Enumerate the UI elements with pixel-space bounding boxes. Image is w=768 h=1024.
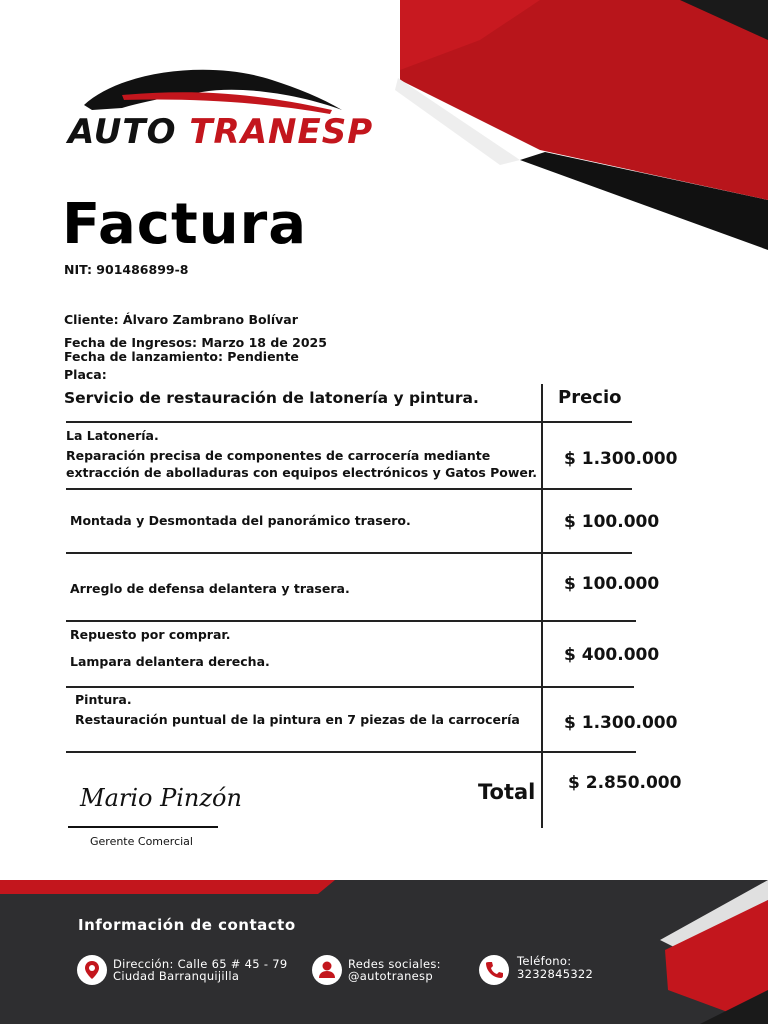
row-5-price: $ 1.300.000 xyxy=(564,713,678,733)
table-row-divider xyxy=(66,552,632,554)
signature-line xyxy=(68,826,218,828)
row-3-desc: Arreglo de defensa delantera y trasera. xyxy=(70,581,350,596)
client-name: Cliente: Álvaro Zambrano Bolívar xyxy=(64,312,298,327)
phone-icon xyxy=(479,955,509,985)
company-logo-text: AUTO TRANESP xyxy=(68,112,374,152)
social-handle: @autotranesp xyxy=(348,969,433,983)
table-column-divider xyxy=(541,384,543,828)
address-line2: Ciudad Barranquijilla xyxy=(113,969,240,983)
contact-title: Información de contacto xyxy=(78,916,296,934)
row-1-desc-line2: extracción de abolladuras con equipos electrónicos y Gatos Power. xyxy=(66,465,538,480)
release-date: Fecha de lanzamiento: Pendiente xyxy=(64,349,299,364)
plate: Placa: xyxy=(64,367,107,382)
table-header-price: Precio xyxy=(558,387,622,408)
signature: Mario Pinzón xyxy=(80,784,242,812)
table-row-divider xyxy=(66,620,636,622)
location-pin-icon xyxy=(77,955,107,985)
row-5-title: Pintura. xyxy=(75,692,132,707)
header-decoration xyxy=(380,0,768,260)
address-line1: Dirección: Calle 65 # 45 - 79 xyxy=(113,957,288,971)
footer-red-band xyxy=(0,880,768,1024)
row-4-price: $ 400.000 xyxy=(564,645,660,665)
signature-role: Gerente Comercial xyxy=(90,835,193,848)
row-4-desc: Lampara delantera derecha. xyxy=(70,654,270,669)
total-label: Total xyxy=(478,780,536,804)
table-header-service: Servicio de restauración de latonería y pintura. xyxy=(64,389,479,407)
row-1-title: La Latonería. xyxy=(66,428,159,443)
user-icon xyxy=(312,955,342,985)
table-row-divider xyxy=(66,686,634,688)
phone-number: 3232845322 xyxy=(517,967,594,981)
row-1-price: $ 1.300.000 xyxy=(564,449,678,469)
phone-label: Teléfono: xyxy=(517,954,572,968)
table-row-divider xyxy=(66,488,632,490)
row-1-desc-line1: Reparación precisa de componentes de carrocería mediante xyxy=(66,448,491,463)
row-2-price: $ 100.000 xyxy=(564,512,660,532)
total-value: $ 2.850.000 xyxy=(568,773,682,793)
entry-date: Fecha de Ingresos: Marzo 18 de 2025 xyxy=(64,335,327,350)
nit: NIT: 901486899-8 xyxy=(64,262,189,277)
row-4-title: Repuesto por comprar. xyxy=(70,627,231,642)
document-title: Factura xyxy=(62,192,307,257)
social-label: Redes sociales: xyxy=(348,957,441,971)
row-3-price: $ 100.000 xyxy=(564,574,660,594)
table-row-divider xyxy=(66,421,632,423)
row-2-desc: Montada y Desmontada del panorámico trasero. xyxy=(70,513,411,528)
row-5-desc: Restauración puntual de la pintura en 7 piezas de la carrocería xyxy=(75,712,520,727)
table-row-divider xyxy=(66,751,636,753)
